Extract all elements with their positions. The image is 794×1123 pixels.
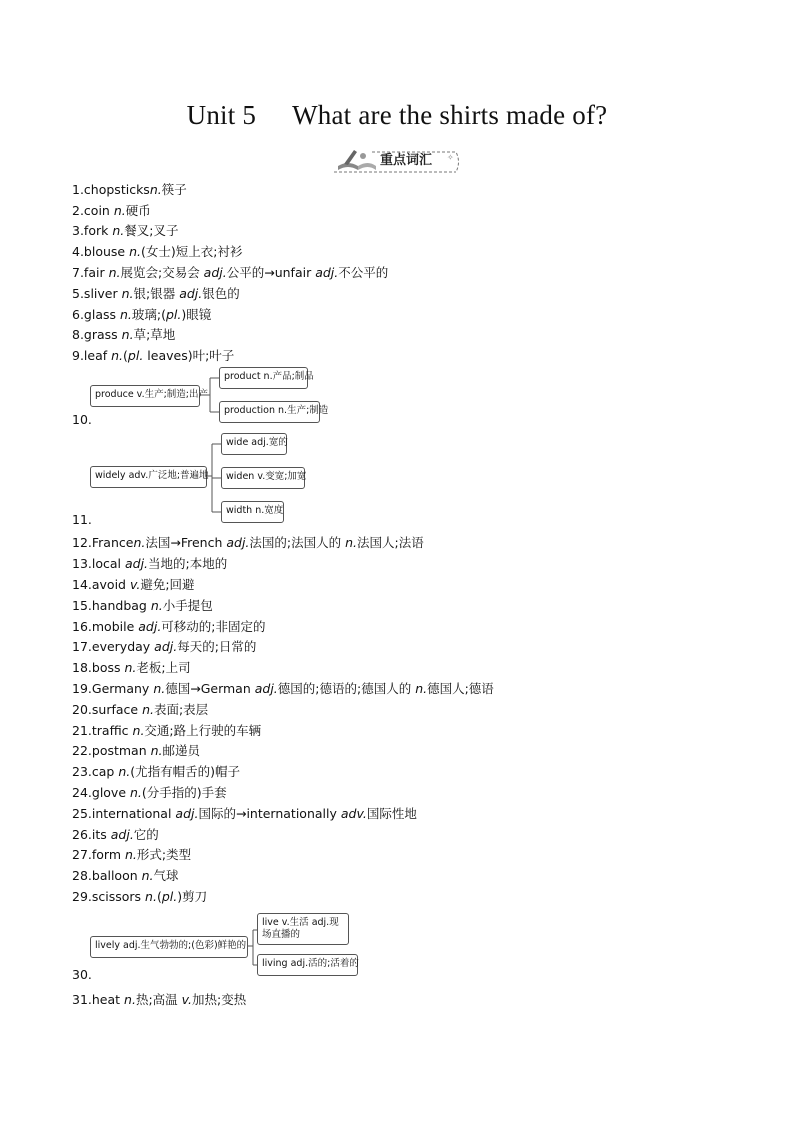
unit-question: What are the shirts made of? <box>292 100 608 130</box>
list-item: 30. <box>72 967 92 982</box>
list-item: 17.everyday adj.每天的;日常的 <box>72 639 257 654</box>
list-item: 13.local adj.当地的;本地的 <box>72 556 228 571</box>
diagram-branch-wide: wide adj.宽的 <box>221 433 287 455</box>
list-item: 9.leaf n.(pl. leaves)叶;叶子 <box>72 348 235 363</box>
list-item: 26.its adj.它的 <box>72 827 159 842</box>
unit-label: Unit 5 <box>186 100 257 130</box>
list-item: 5.sliver n.银;银器 adj.银色的 <box>72 286 240 301</box>
diagram-branch-width: width n.宽度 <box>221 501 284 523</box>
banner-label: 重点词汇 <box>380 153 433 168</box>
diagram-branch-widen: widen v.变宽;加宽 <box>221 467 305 489</box>
page-title <box>0 100 794 131</box>
list-item: 8.grass n.草;草地 <box>72 327 176 342</box>
diagram-branch-living: living adj.活的;活着的 <box>257 954 358 976</box>
list-item: 3.fork n.餐叉;叉子 <box>72 223 179 238</box>
list-item: 14.avoid v.避免;回避 <box>72 577 195 592</box>
diagram-root-produce: produce v.生产;制造;出产 <box>90 385 200 407</box>
list-item: 4.blouse n.(女士)短上衣;衬衫 <box>72 244 243 259</box>
svg-text:✧: ✧ <box>447 153 454 162</box>
diagram-branch-production: production n.生产;制造 <box>219 401 320 423</box>
list-item: 1.chopsticksn.筷子 <box>72 182 187 197</box>
diagram-branch-live: live v.生活 adj.现场直播的 <box>257 913 349 945</box>
list-item: 22.postman n.邮递员 <box>72 743 201 758</box>
list-item: 11. <box>72 512 92 527</box>
section-banner <box>330 144 462 174</box>
list-item: 25.international adj.国际的→internationally adv.国际性地 <box>72 806 417 821</box>
list-item: 24.glove n.(分手指的)手套 <box>72 785 227 800</box>
list-item: 16.mobile adj.可移动的;非固定的 <box>72 619 266 634</box>
list-item: 28.balloon n.气球 <box>72 868 179 883</box>
list-item: 2.coin n.硬币 <box>72 203 151 218</box>
diagram-branch-product: product n.产品;制品 <box>219 367 308 389</box>
list-item: 21.traffic n.交通;路上行驶的车辆 <box>72 723 262 738</box>
list-item: 31.heat n.热;高温 v.加热;变热 <box>72 992 247 1007</box>
list-item: 15.handbag n.小手提包 <box>72 598 213 613</box>
list-item: 7.fair n.展览会;交易会 adj.公平的→unfair adj.不公平的 <box>72 265 389 280</box>
list-item: 18.boss n.老板;上司 <box>72 660 191 675</box>
list-item: 12.Francen.法国→French adj.法国的;法国人的 n.法国人;法语 <box>72 535 424 550</box>
list-item: 6.glass n.玻璃;(pl.)眼镜 <box>72 307 212 322</box>
list-item: 29.scissors n.(pl.)剪刀 <box>72 889 208 904</box>
diagram-root-lively: lively adj.生气勃勃的;(色彩)鲜艳的 <box>90 936 248 958</box>
list-item: 27.form n.形式;类型 <box>72 847 192 862</box>
list-item: 20.surface n.表面;表层 <box>72 702 209 717</box>
list-item: 23.cap n.(尤指有帽舌的)帽子 <box>72 764 240 779</box>
list-item: 10. <box>72 412 92 427</box>
list-item: 19.Germany n.德国→German adj.德国的;德语的;德国人的 n.德国人;德语 <box>72 681 494 696</box>
diagram-root-widely: widely adv.广泛地;普遍地 <box>90 466 207 488</box>
